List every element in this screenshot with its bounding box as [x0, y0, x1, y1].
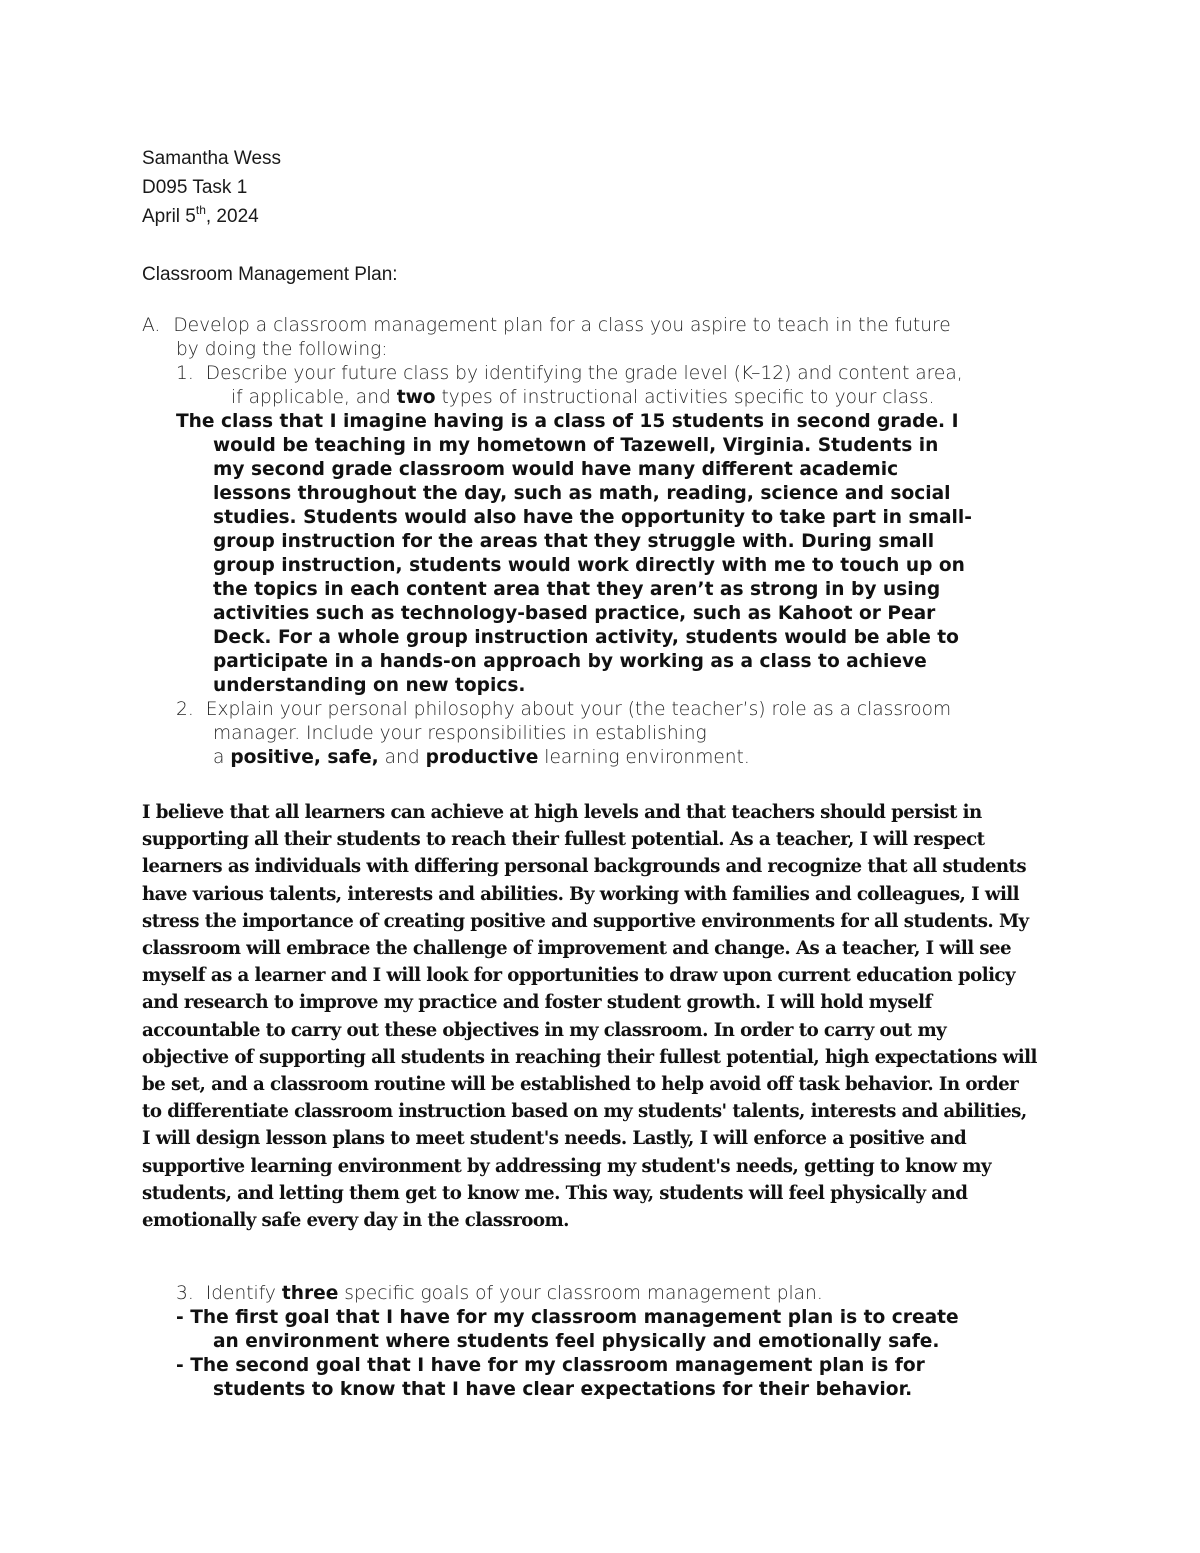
section-a-line-2: by doing the following: — [176, 339, 388, 360]
philosophy-line: classroom will embrace the challenge of improvement and change. As a teacher, I will see — [142, 938, 1012, 960]
philosophy-line: be set, and a classroom routine will be established to help avoid off task behavior. In order — [142, 1074, 1019, 1096]
task-prefix: D095 Task — [142, 177, 237, 198]
answer-1 — [176, 410, 972, 698]
philosophy-line: supporting all their students to reach their fullest potential. As a teacher, I will respect — [142, 829, 985, 851]
answer-1-line: Deck. For a whole group instruction activity, students would be able to — [213, 627, 959, 648]
goal-2-dash: - — [176, 1355, 184, 1376]
item-3-text-b: three — [281, 1283, 339, 1304]
document-date — [142, 202, 281, 231]
item-1-line-2 — [176, 386, 963, 410]
date-post: , 2024 — [205, 206, 259, 227]
item-1-marker: 1. — [176, 363, 194, 384]
goals-list — [176, 1306, 959, 1402]
goal-2-line-2: students to know that I have clear expectations for their behavior. — [213, 1379, 913, 1400]
item-2-line-3 — [176, 746, 951, 770]
item-2 — [176, 698, 951, 770]
item-1 — [176, 362, 963, 410]
item-2-text-3e: learning environment. — [538, 747, 750, 768]
item-1-text-2a: if applicable, and — [231, 387, 397, 408]
section-a-line-1 — [142, 314, 951, 338]
section-a-text-1: Develop a classroom management plan for a class you aspire to teach in the future — [173, 315, 951, 336]
item-3-marker: 3. — [176, 1283, 194, 1304]
goal-1-line-1 — [176, 1306, 959, 1330]
answer-1-line: The class that I imagine having is a class of 15 students in second grade. I — [176, 411, 959, 432]
task-number: 1 — [236, 177, 248, 198]
philosophy-line: myself as a learner and I will look for opportunities to draw upon current education policy — [142, 965, 1015, 987]
philosophy-line: I will design lesson plans to meet student's needs. Lastly, I will enforce a positive and — [142, 1128, 967, 1150]
philosophy-line: emotionally safe every day in the classroom. — [142, 1210, 569, 1232]
item-3-text-c: specific goals of your classroom management plan. — [338, 1283, 823, 1304]
philosophy-line: to differentiate classroom instruction based on my students' talents, interests and abilities, — [142, 1101, 1027, 1123]
section-a — [142, 314, 951, 362]
item-1-text-2c: types of instructional activities specific to your class. — [435, 387, 935, 408]
item-2-text-3b: positive, safe, — [230, 747, 379, 768]
answer-1-line: the topics in each content area that they aren’t as strong in by using — [213, 579, 941, 600]
item-3 — [176, 1282, 823, 1306]
answer-1-line: studies. Students would also have the opportunity to take part in small- — [213, 507, 972, 528]
philosophy-line: accountable to carry out these objectives in my classroom. In order to carry out my — [142, 1019, 947, 1041]
philosophy-line: learners as individuals with differing personal backgrounds and recognize that all students — [142, 856, 1027, 878]
document-header — [142, 144, 281, 231]
philosophy-line: and research to improve my practice and foster student growth. I will hold myself — [142, 992, 932, 1014]
item-3-text-a: Identify — [205, 1283, 282, 1304]
goal-2-line-1 — [176, 1354, 959, 1378]
item-2-text-3d: productive — [425, 747, 539, 768]
answer-1-line: group instruction for the areas that they struggle with. During small — [213, 531, 935, 552]
item-3-line — [176, 1282, 823, 1306]
task-label — [142, 173, 281, 202]
answer-1-line: participate in a hands-on approach by working as a class to achieve — [213, 651, 927, 672]
goal-1-text-1: The first goal that I have for my classroom management plan is to create — [183, 1307, 959, 1328]
item-2-marker: 2. — [176, 699, 194, 720]
item-1-line-1 — [176, 362, 963, 386]
date-pre: April 5 — [142, 206, 196, 227]
philosophy-line: I believe that all learners can achieve at high levels and that teachers should persist in — [142, 802, 982, 823]
answer-1-line: my second grade classroom would have many different academic — [213, 459, 899, 480]
item-1-text-2b: two — [396, 387, 436, 408]
philosophy-line: objective of supporting all students in reaching their fullest potential, high expectations will — [142, 1046, 1037, 1068]
date-suffix: th — [195, 202, 206, 217]
item-1-text-1: Describe your future class by identifying the grade level (K–12) and content area, — [205, 363, 963, 384]
philosophy-line: stress the importance of creating positive and supportive environments for all students. My — [142, 910, 1029, 932]
philosophy-line: supportive learning environment by addressing my student's needs, getting to know my — [142, 1155, 992, 1177]
item-2-text-1: Explain your personal philosophy about your (the teacher’s) role as a classroom — [205, 699, 952, 720]
author-name: Samantha Wess — [142, 148, 282, 169]
plan-title: Classroom Management Plan: — [142, 264, 398, 285]
goal-2-text-1: The second goal that I have for my classroom management plan is for — [183, 1355, 925, 1376]
philosophy-paragraph — [142, 799, 1072, 1234]
philosophy-line: have various talents, interests and abilities. By working with families and colleagues, I will — [142, 883, 1020, 905]
answer-1-line: would be teaching in my hometown of Tazewell, Virginia. Students in — [213, 435, 939, 456]
section-a-marker: A. — [142, 315, 161, 336]
item-2-text-3a: a — [213, 747, 231, 768]
answer-1-line: lessons throughout the day, such as math, reading, science and social — [213, 483, 951, 504]
goal-1-dash: - — [176, 1307, 184, 1328]
item-2-line-2: manager. Include your responsibilities in establishing — [213, 723, 707, 744]
item-2-line-1 — [176, 698, 951, 722]
item-2-text-3c: and — [378, 747, 426, 768]
answer-1-line: group instruction, students would work directly with me to touch up on — [213, 555, 965, 576]
answer-1-line: understanding on new topics. — [213, 675, 526, 696]
goal-1-line-2: an environment where students feel physically and emotionally safe. — [213, 1331, 940, 1352]
philosophy-line: students, and letting them get to know me. This way, students will feel physically and — [142, 1182, 968, 1204]
answer-1-line: activities such as technology-based practice, such as Kahoot or Pear — [213, 603, 936, 624]
